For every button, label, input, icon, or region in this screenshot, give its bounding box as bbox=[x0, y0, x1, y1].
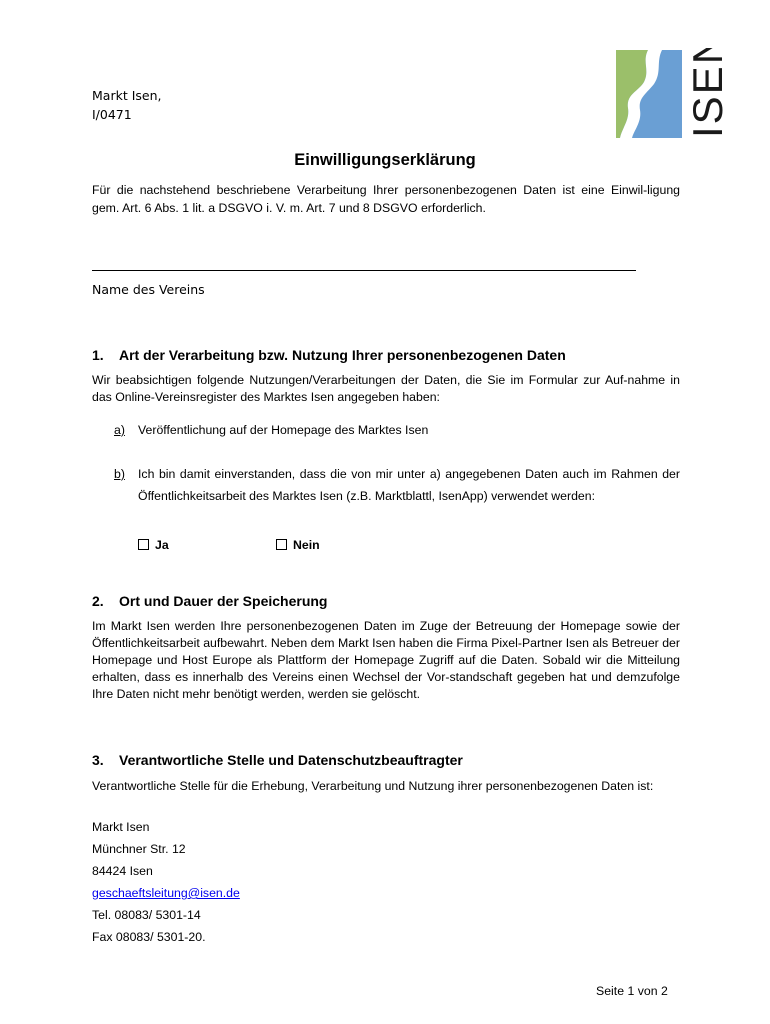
contact-street: Münchner Str. 12 bbox=[92, 842, 186, 856]
section-3-title: Verantwortliche Stelle und Datenschutzbeauftragter bbox=[119, 752, 463, 768]
section-2-title: Ort und Dauer der Speicherung bbox=[119, 593, 328, 609]
section-3-heading bbox=[92, 752, 463, 768]
option-no-label: Nein bbox=[293, 538, 320, 552]
section-1-title: Art der Verarbeitung bzw. Nutzung Ihrer personenbezogenen Daten bbox=[119, 347, 566, 363]
item-b-text: Ich bin damit einverstanden, dass die von mir unter a) angegebenen Daten auch im Rahmen der Öffentlichkeitsarbeit des Marktes Isen (z.B. Marktblattl, IsenApp) verwendet werden: bbox=[138, 467, 680, 503]
section-1-number: 1. bbox=[92, 347, 104, 363]
isen-logo bbox=[616, 48, 728, 140]
section-1-text: Wir beabsichtigen folgende Nutzungen/Verarbeitungen der Daten, die Sie im Formular zur Auf-nahme in das Online-Vereinsregister des Marktes Isen angegeben haben: bbox=[92, 373, 680, 404]
sender-block bbox=[92, 86, 161, 124]
page-title: Einwilligungserklärung bbox=[294, 151, 476, 169]
contact-email-row bbox=[92, 886, 240, 900]
item-a bbox=[114, 423, 428, 437]
contact-name: Markt Isen bbox=[92, 820, 150, 834]
option-no[interactable] bbox=[276, 538, 320, 552]
item-b-label: b) bbox=[114, 467, 125, 481]
checkbox-yes[interactable] bbox=[138, 539, 149, 550]
contact-fax: Fax 08083/ 5301-20. bbox=[92, 930, 206, 944]
section-2-heading bbox=[92, 593, 327, 609]
contact-phone: Tel. 08083/ 5301-14 bbox=[92, 908, 201, 922]
item-a-text: Veröffentlichung auf der Homepage des Marktes Isen bbox=[138, 423, 429, 437]
contact-city: 84424 Isen bbox=[92, 864, 153, 878]
checkbox-no[interactable] bbox=[276, 539, 287, 550]
sender-line-1: Markt Isen, bbox=[92, 88, 162, 103]
intro-paragraph: Für die nachstehend beschriebene Verarbeitung Ihrer personenbezogenen Daten ist eine Einwil-ligung gem. Art. 6 Abs. 1 lit. a DSGVO i. V. m. Art. 7 und 8 DSGVO erforderlich. bbox=[92, 183, 680, 215]
section-1-heading bbox=[92, 347, 566, 363]
section-2-number: 2. bbox=[92, 593, 104, 609]
item-b bbox=[114, 463, 680, 503]
section-3-number: 3. bbox=[92, 752, 104, 768]
page-number: Seite 1 von 2 bbox=[596, 984, 668, 998]
contact-email-link[interactable]: geschaeftsleitung@isen.de bbox=[92, 886, 240, 900]
club-name-field[interactable] bbox=[92, 258, 636, 271]
isen-logo-graphic bbox=[616, 48, 728, 140]
item-a-label: a) bbox=[114, 423, 125, 437]
sender-reference: I/0471 bbox=[92, 107, 132, 122]
option-yes-label: Ja bbox=[155, 538, 169, 552]
club-name-label: Name des Vereins bbox=[92, 282, 205, 297]
logo-text-group bbox=[684, 48, 728, 138]
section-2-text: Im Markt Isen werden Ihre personenbezogenen Daten im Zuge der Betreuung der Homepage sowie der Öffentlichkeitsarbeit aufbewahrt. Neben dem Markt Isen haben die Firma Pixel-Partner Isen als Betreuer der Homepage und Host Europe als Plattform der Homepage Zugriff auf die Daten. Sobald wir die Mitteilung erhalten, dass es innerhalb des Vereins einen Wechsel der Vor-standschaft gegeben hat und demzufolge Ihre Daten nicht mehr benötigt werden, werden sie gelöscht. bbox=[92, 619, 680, 701]
option-yes[interactable] bbox=[138, 538, 169, 552]
section-3-text: Verantwortliche Stelle für die Erhebung, Verarbeitung und Nutzung ihrer personenbezogenen Daten ist: bbox=[92, 779, 654, 793]
logo-text: ISEN bbox=[684, 48, 728, 138]
